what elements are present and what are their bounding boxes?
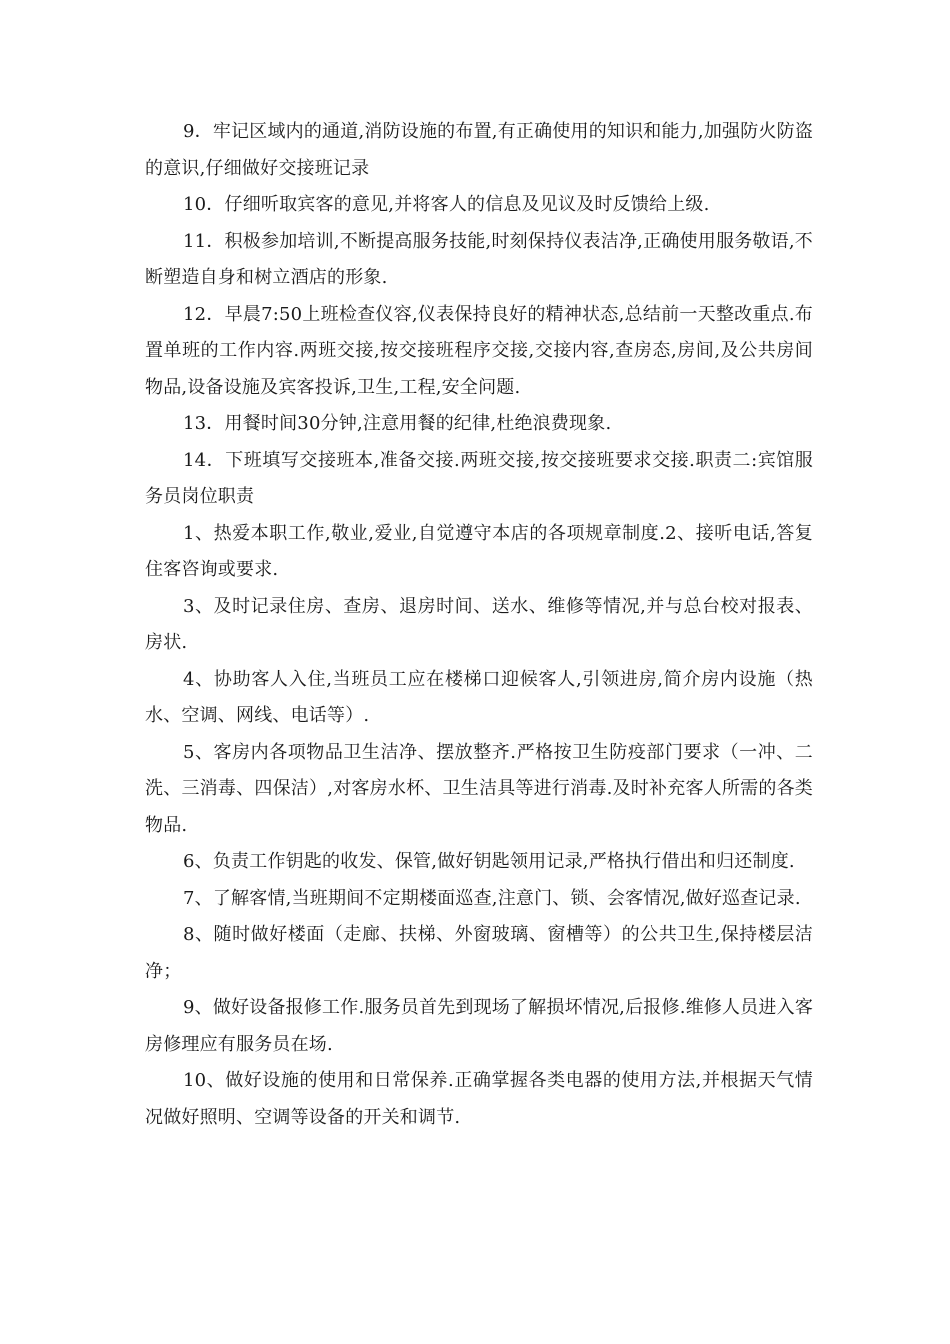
duty-item-6: 6、负责工作钥匙的收发、保管,做好钥匙领用记录,严格执行借出和归还制度.	[183, 851, 795, 872]
duty-item-7: 7、了解客情,当班期间不定期楼面巡查,注意门、锁、会客情况,做好巡查记录.	[183, 887, 801, 909]
duty-item-4: 4、协助客人入住,当班员工应在楼梯口迎候客人,引领进房,简介房内设施（热水、空调、网线、电话等）.	[145, 668, 813, 726]
paragraph-item-13: 13．用餐时间30分钟,注意用餐的纪律,杜绝浪费现象.	[183, 413, 612, 434]
duty-item-10: 10、做好设施的使用和日常保养.正确掌握各类电器的使用方法,并根据天气情况做好照明、空调等设备的开关和调节.	[145, 1070, 813, 1128]
paragraph-item-10: 10．仔细听取宾客的意见,并将客人的信息及见议及时反馈给上级.	[183, 194, 710, 215]
paragraph-item-11: 11．积极参加培训,不断提高服务技能,时刻保持仪表洁净,正确使用服务敬语,不断塑造自身和树立酒店的形象.	[145, 230, 813, 288]
duty-item-1-2: 1、热爱本职工作,敬业,爱业,自觉遵守本店的各项规章制度.2、接听电话,答复住客咨询或要求.	[145, 522, 813, 580]
paragraph-item-12: 12．早晨7:50上班检查仪容,仪表保持良好的精神状态,总结前一天整改重点.布置单班的工作内容.两班交接,按交接班程序交接,交接内容,查房态,房间,及公共房间物品,设备设施及宾客投诉,卫生,工程,安全问题.	[145, 303, 813, 398]
duty-item-3: 3、及时记录住房、查房、退房时间、送水、维修等情况,并与总台校对报表、房状.	[145, 595, 813, 653]
duty-item-5: 5、客房内各项物品卫生洁净、摆放整齐.严格按卫生防疫部门要求（一冲、二洗、三消毒、四保洁）,对客房水杯、卫生洁具等进行消毒.及时补充客人所需的各类物品.	[145, 741, 813, 836]
duty-item-9: 9、做好设备报修工作.服务员首先到现场了解损坏情况,后报修.维修人员进入客房修理应有服务员在场.	[145, 997, 814, 1055]
paragraph-item-14: 14．下班填写交接班本,准备交接.两班交接,按交接班要求交接.职责二:宾馆服务员岗位职责	[145, 449, 813, 507]
document-body	[145, 114, 813, 1136]
paragraph-item-9: 9．牢记区域内的通道,消防设施的布置,有正确使用的知识和能力,加强防火防盗的意识,仔细做好交接班记录	[145, 121, 814, 179]
duty-item-8: 8、随时做好楼面（走廊、扶梯、外窗玻璃、窗槽等）的公共卫生,保持楼层洁净；	[145, 924, 813, 982]
